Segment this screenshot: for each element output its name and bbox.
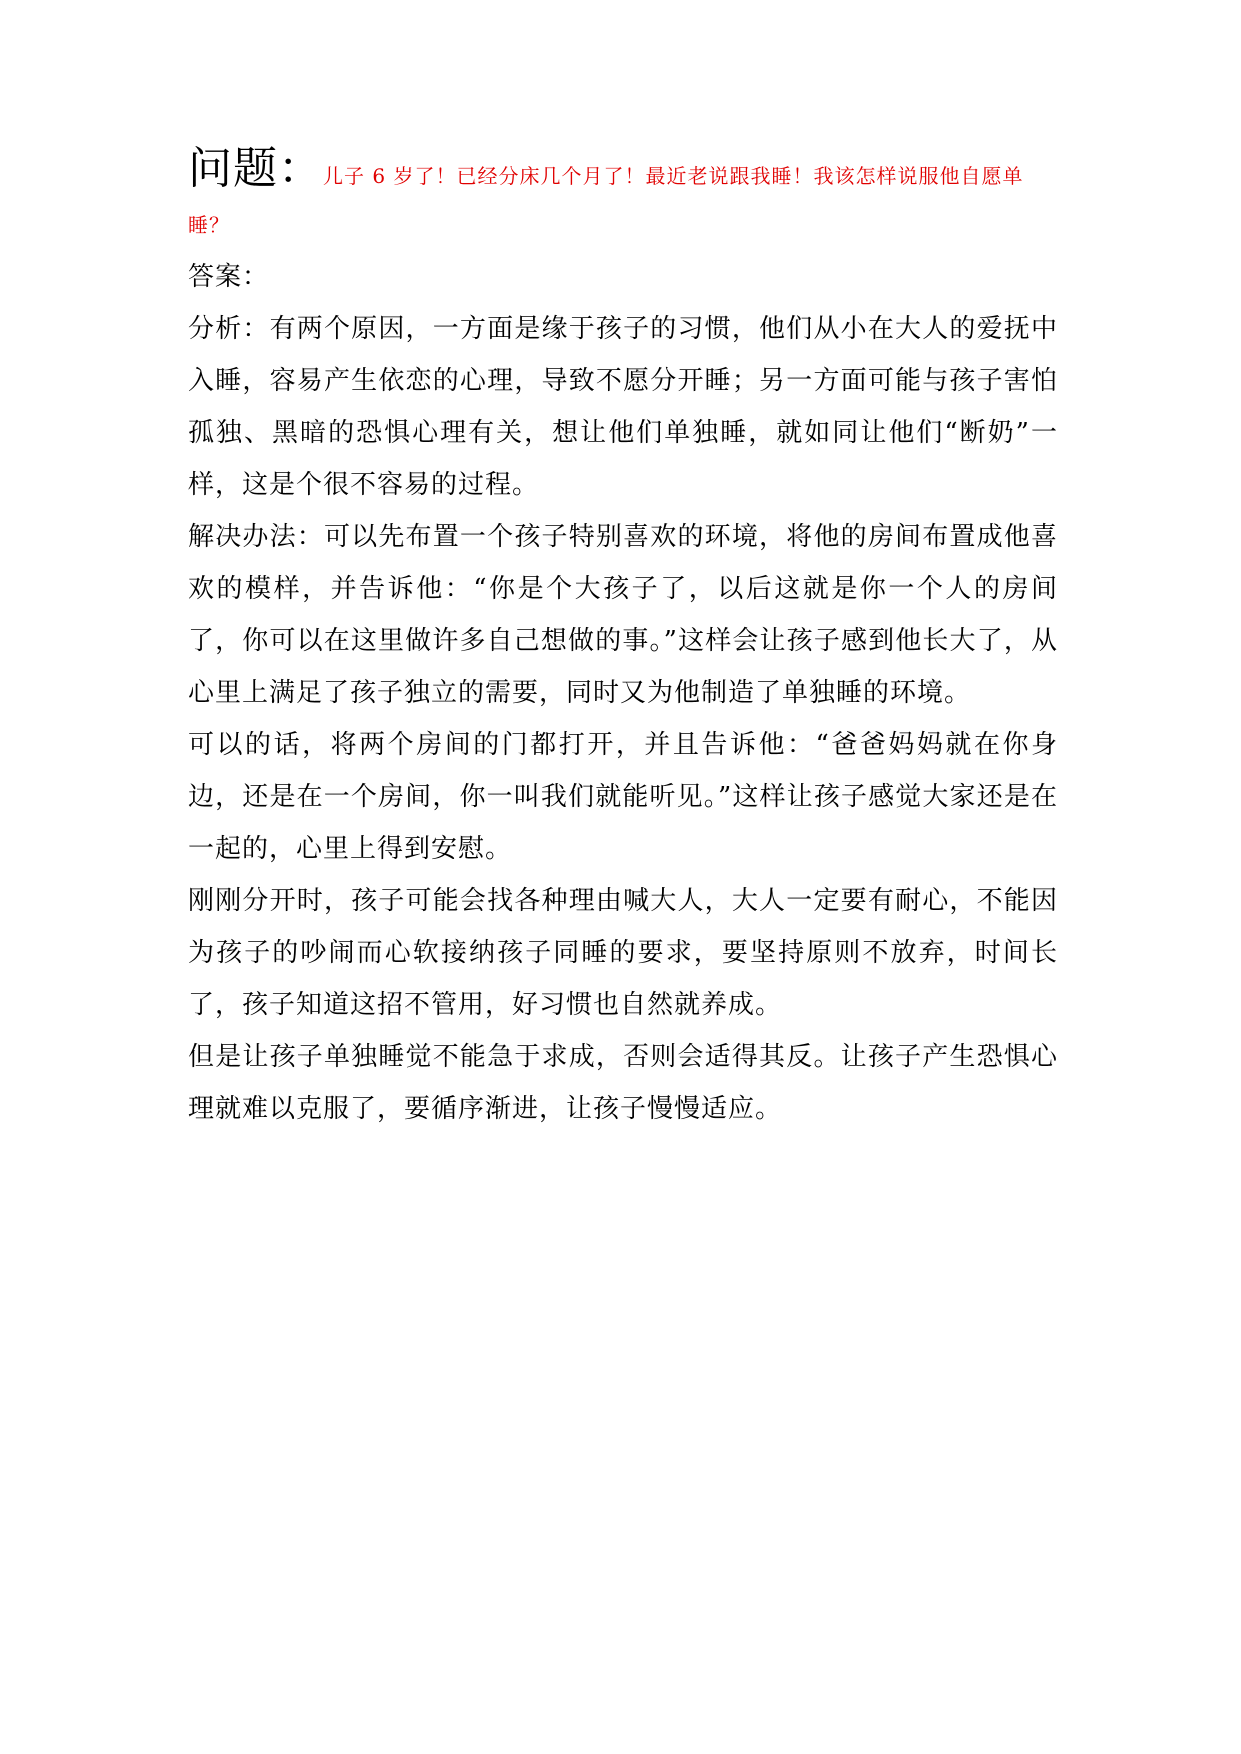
question-text-continued: 睡？ bbox=[188, 213, 230, 237]
question-label: 问题： bbox=[188, 143, 323, 194]
answer-paragraph-analysis: 分析：有两个原因，一方面是缘于孩子的习惯，他们从小在大人的爱抚中入睡，容易产生依恋的心理，导致不愿分开睡；另一方面可能与孩子害怕孤独、黑暗的恐惧心理有关，想让他们单独睡，就如同让他们“断奶”一样，这是个很不容易的过程。 bbox=[188, 314, 1058, 500]
answer-label: 答案： bbox=[188, 262, 270, 292]
answer-paragraph-gradual: 但是让孩子单独睡觉不能急于求成，否则会适得其反。让孩子产生恐惧心理就难以克服了，要循序渐进，让孩子慢慢适应。 bbox=[188, 1042, 1058, 1124]
question-block bbox=[188, 140, 1058, 207]
answer-paragraph-solution: 解决办法：可以先布置一个孩子特别喜欢的环境，将他的房间布置成他喜欢的模样，并告诉他：“你是个大孩子了，以后这就是你一个人的房间了，你可以在这里做许多自己想做的事。”这样会让孩子感到他长大了，从心里上满足了孩子独立的需要，同时又为他制造了单独睡的环境。 bbox=[188, 522, 1058, 708]
question-text: 儿子 6 岁了！已经分床几个月了！最近老说跟我睡！我该怎样说服他自愿单 bbox=[323, 164, 1024, 188]
answer-paragraph-patience: 刚刚分开时，孩子可能会找各种理由喊大人，大人一定要有耐心，不能因为孩子的吵闹而心软接纳孩子同睡的要求，要坚持原则不放弃，时间长了，孩子知道这招不管用，好习惯也自然就养成。 bbox=[188, 886, 1058, 1020]
answer-paragraph-open-doors: 可以的话，将两个房间的门都打开，并且告诉他：“爸爸妈妈就在你身边，还是在一个房间，你一叫我们就能听见。”这样让孩子感觉大家还是在一起的，心里上得到安慰。 bbox=[188, 730, 1058, 864]
document-page bbox=[188, 140, 1058, 1135]
